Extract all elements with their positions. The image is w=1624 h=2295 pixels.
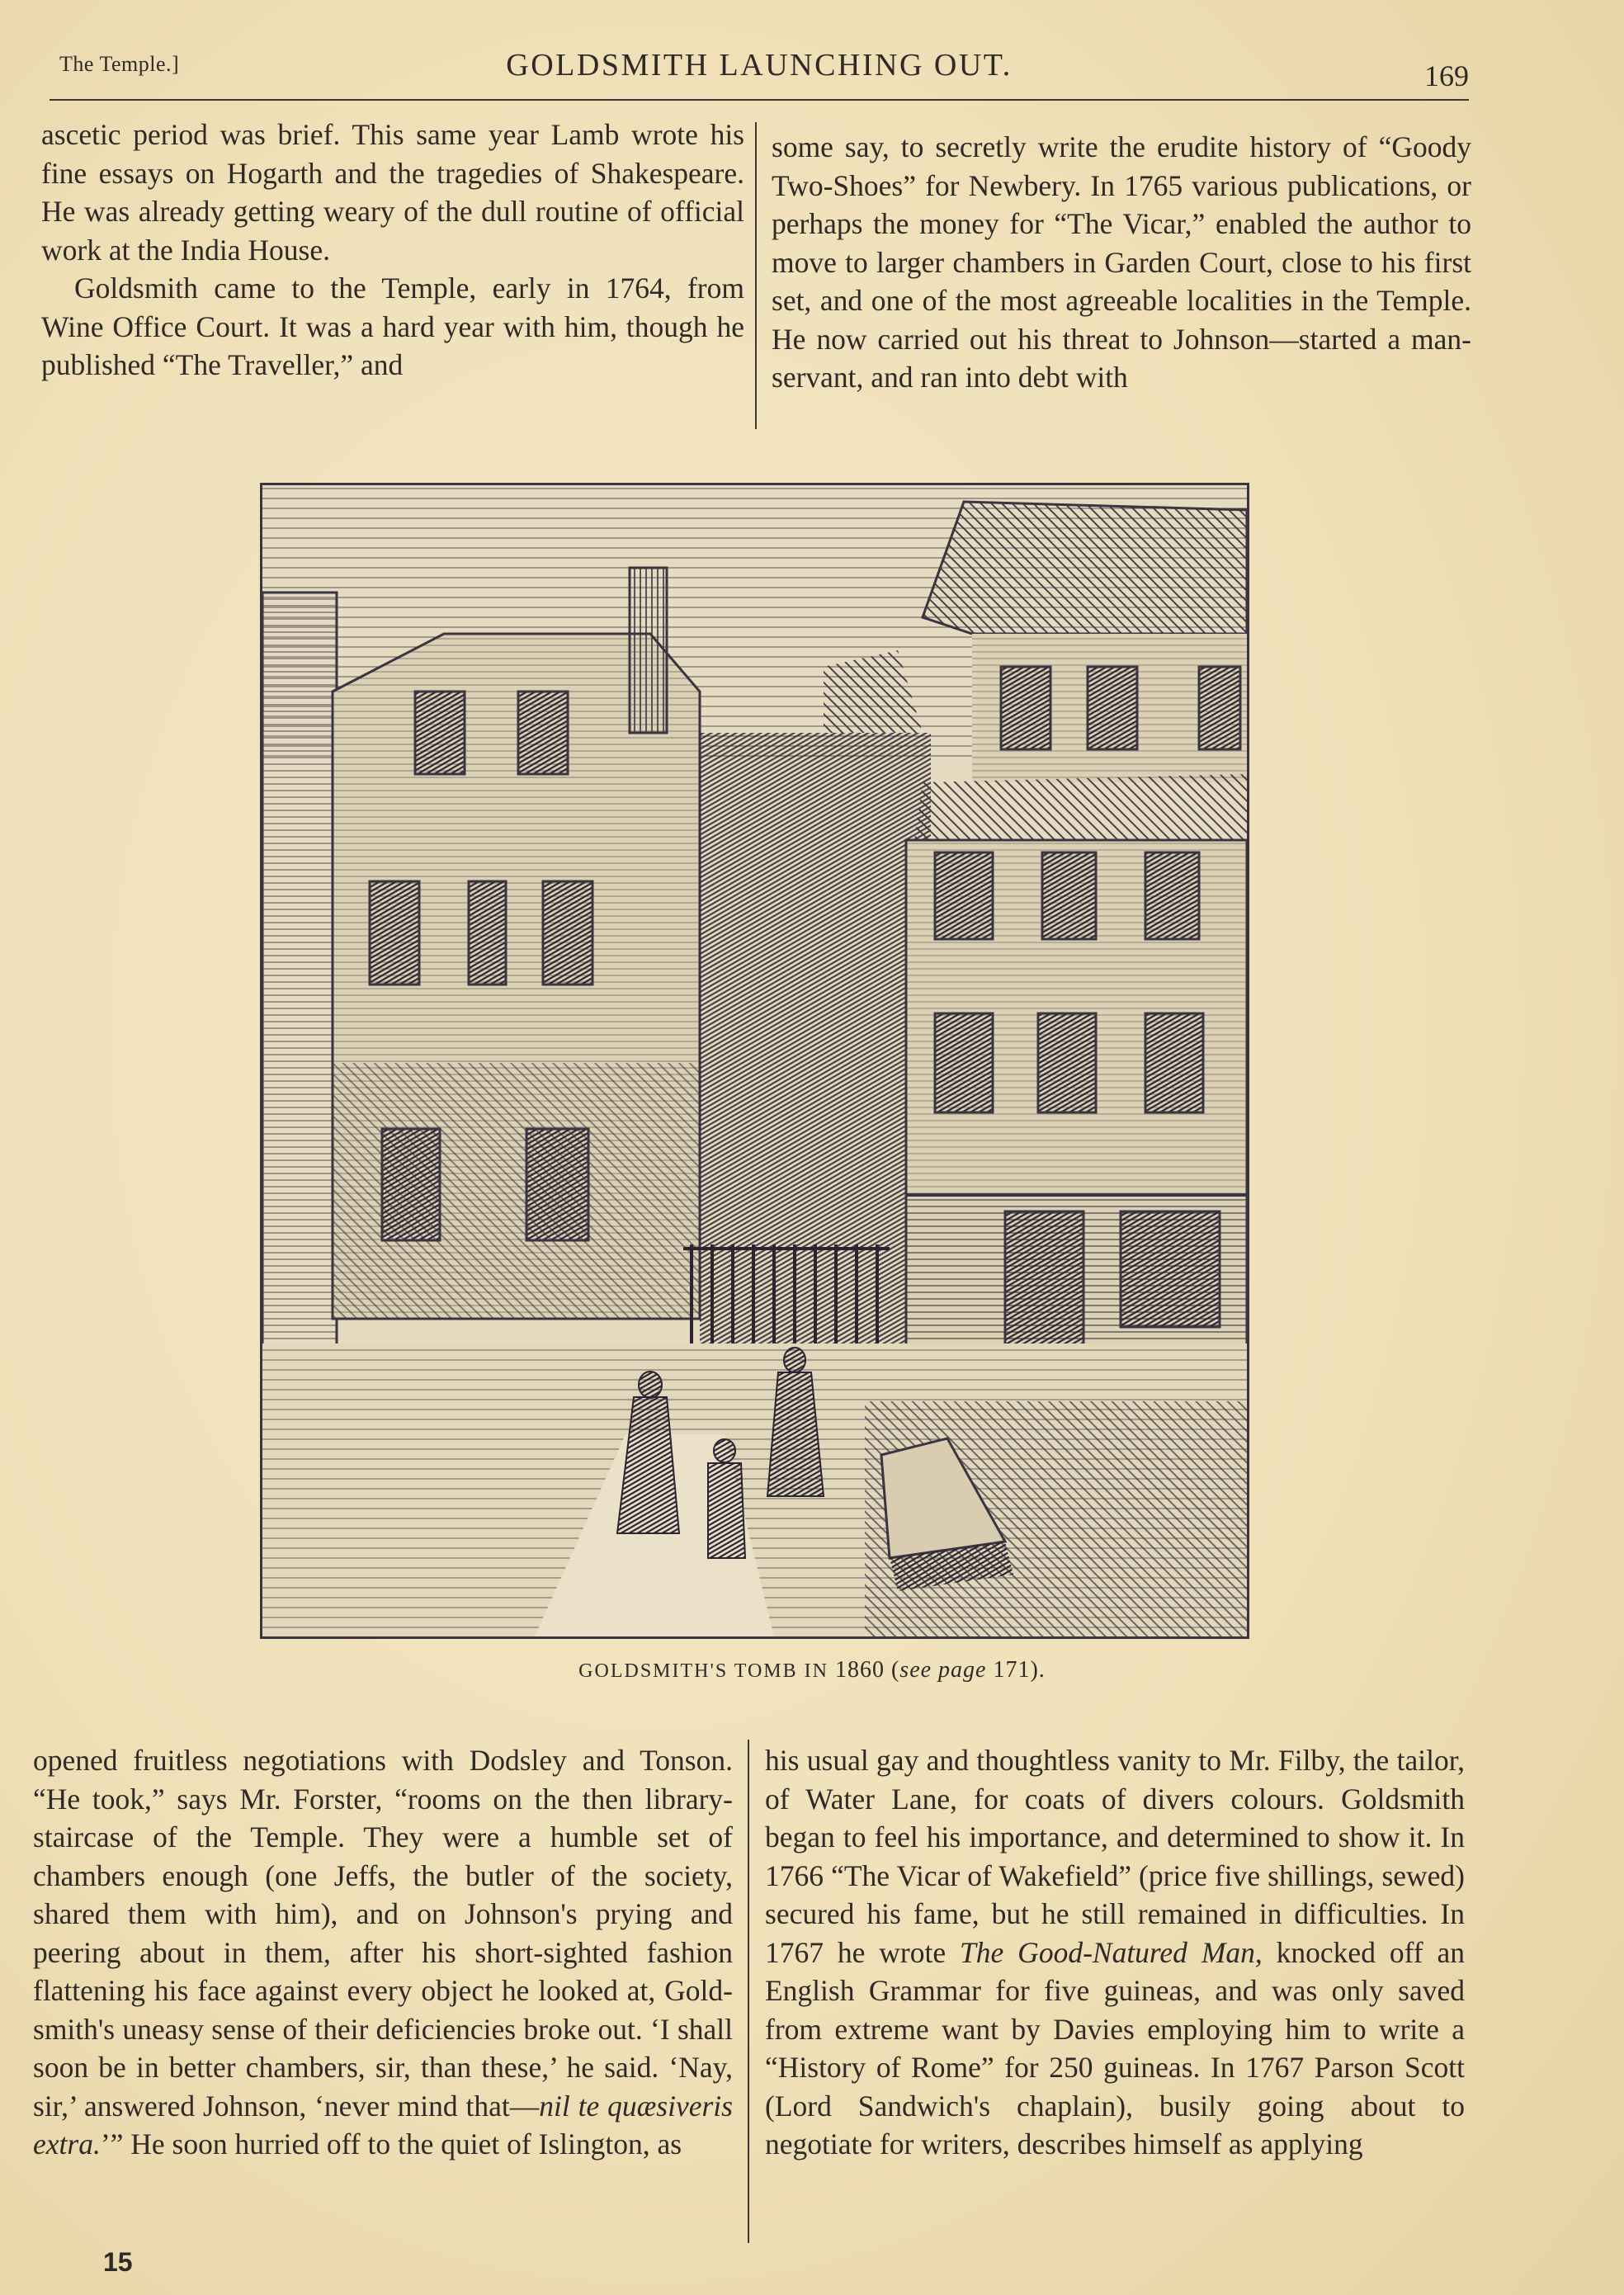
caption-paren-close: ). bbox=[1030, 1657, 1046, 1683]
paragraph bbox=[765, 1741, 1465, 2164]
paragraph: ascetic period was brief. This same year Lamb wrote his fine essays on Hogarth and the tragedies of Shakespeare. He was already getting weary of the dull routine of official work at the India House. bbox=[41, 118, 744, 267]
page-number: 169 bbox=[1424, 59, 1469, 92]
caption-lead: GOLDSMITH'S TOMB IN bbox=[578, 1660, 829, 1682]
column-rule bbox=[748, 1740, 749, 2243]
text-run: opened fruitless negotiations with Dodsley and Tonson. “He took,” says Mr. Forster, “rooms on the then library-staircase of the Temple. They were a humble set of chambers enough (one Jeffs, the butler of the society, shared them with him), and on Johnson's prying and peering about in them, after his short-sighted fashion flattening his face against every object he looked at, Goldsmith's uneasy sense of their deficiencies broke out. ‘I shall soon be in better chambers, sir, than these,’ he said. ‘Nay, sir,’ answered Johnson, ‘never mind that— bbox=[33, 1744, 733, 2123]
caption-paren-open: ( bbox=[890, 1657, 900, 1683]
latin-quote: nil te quæsiveris extra. bbox=[33, 2089, 733, 2160]
engraving-illustration bbox=[260, 483, 1249, 1639]
text-run: knocked off an English Grammar for five guineas, and was only saved from extreme want by Davies employing him to write a “History of Rome” for 250 guineas. In 1767 Parson Scott (Lord Sandwich's chaplain), busily going about to negotiate for writers, describes himself as applying bbox=[765, 1935, 1465, 2160]
section-label: The Temple.] bbox=[59, 52, 180, 76]
paragraph: some say, to secretly write the erudite history of “Goody Two-Shoes” for Newbery. In 1765 various publications, or perhaps the money for “The Vicar,” enabled the author to move to larger chambers in Garden Court, close to his first set, and one of the most agreeable localities in the Temple. He now carried out his threat to Johnson—started a man-servant, and ran into debt with bbox=[772, 130, 1471, 394]
bottom-right-column bbox=[765, 1741, 1465, 2164]
text-run: ’” He soon hurried off to the quiet of Islington, as bbox=[100, 2127, 682, 2160]
signature-mark: 15 bbox=[103, 2247, 133, 2277]
page-title: GOLDSMITH LAUNCHING OUT. bbox=[506, 48, 1013, 83]
paragraph: Goldsmith came to the Temple, early in 1764, from Wine Office Court. It was a hard year with him, though he published “The Traveller,” and bbox=[41, 272, 744, 381]
paragraph bbox=[33, 1741, 733, 2164]
illustration-caption bbox=[0, 1657, 1624, 1683]
running-head bbox=[50, 45, 1469, 103]
column-rule bbox=[755, 122, 757, 429]
play-title: The Good-Natured Man, bbox=[960, 1935, 1263, 1969]
text-run: his usual gay and thoughtless vanity to Mr. Filby, the tailor, of Water Lane, for coats of divers colours. Goldsmith began to feel his importance, and determined to show it. In 1766 “The Vicar of Wakefield” (price five shillings, sewed) secured his fame, but he still remained in difficulties. In 1767 he wrote bbox=[765, 1744, 1465, 1969]
top-left-column bbox=[41, 116, 744, 385]
caption-page-ref: 171 bbox=[993, 1657, 1031, 1683]
header-rule bbox=[50, 99, 1469, 101]
top-right-column bbox=[772, 128, 1471, 397]
caption-year: 1860 bbox=[834, 1657, 885, 1683]
caption-see-page: see page bbox=[899, 1657, 987, 1683]
bottom-left-column bbox=[33, 1741, 733, 2164]
